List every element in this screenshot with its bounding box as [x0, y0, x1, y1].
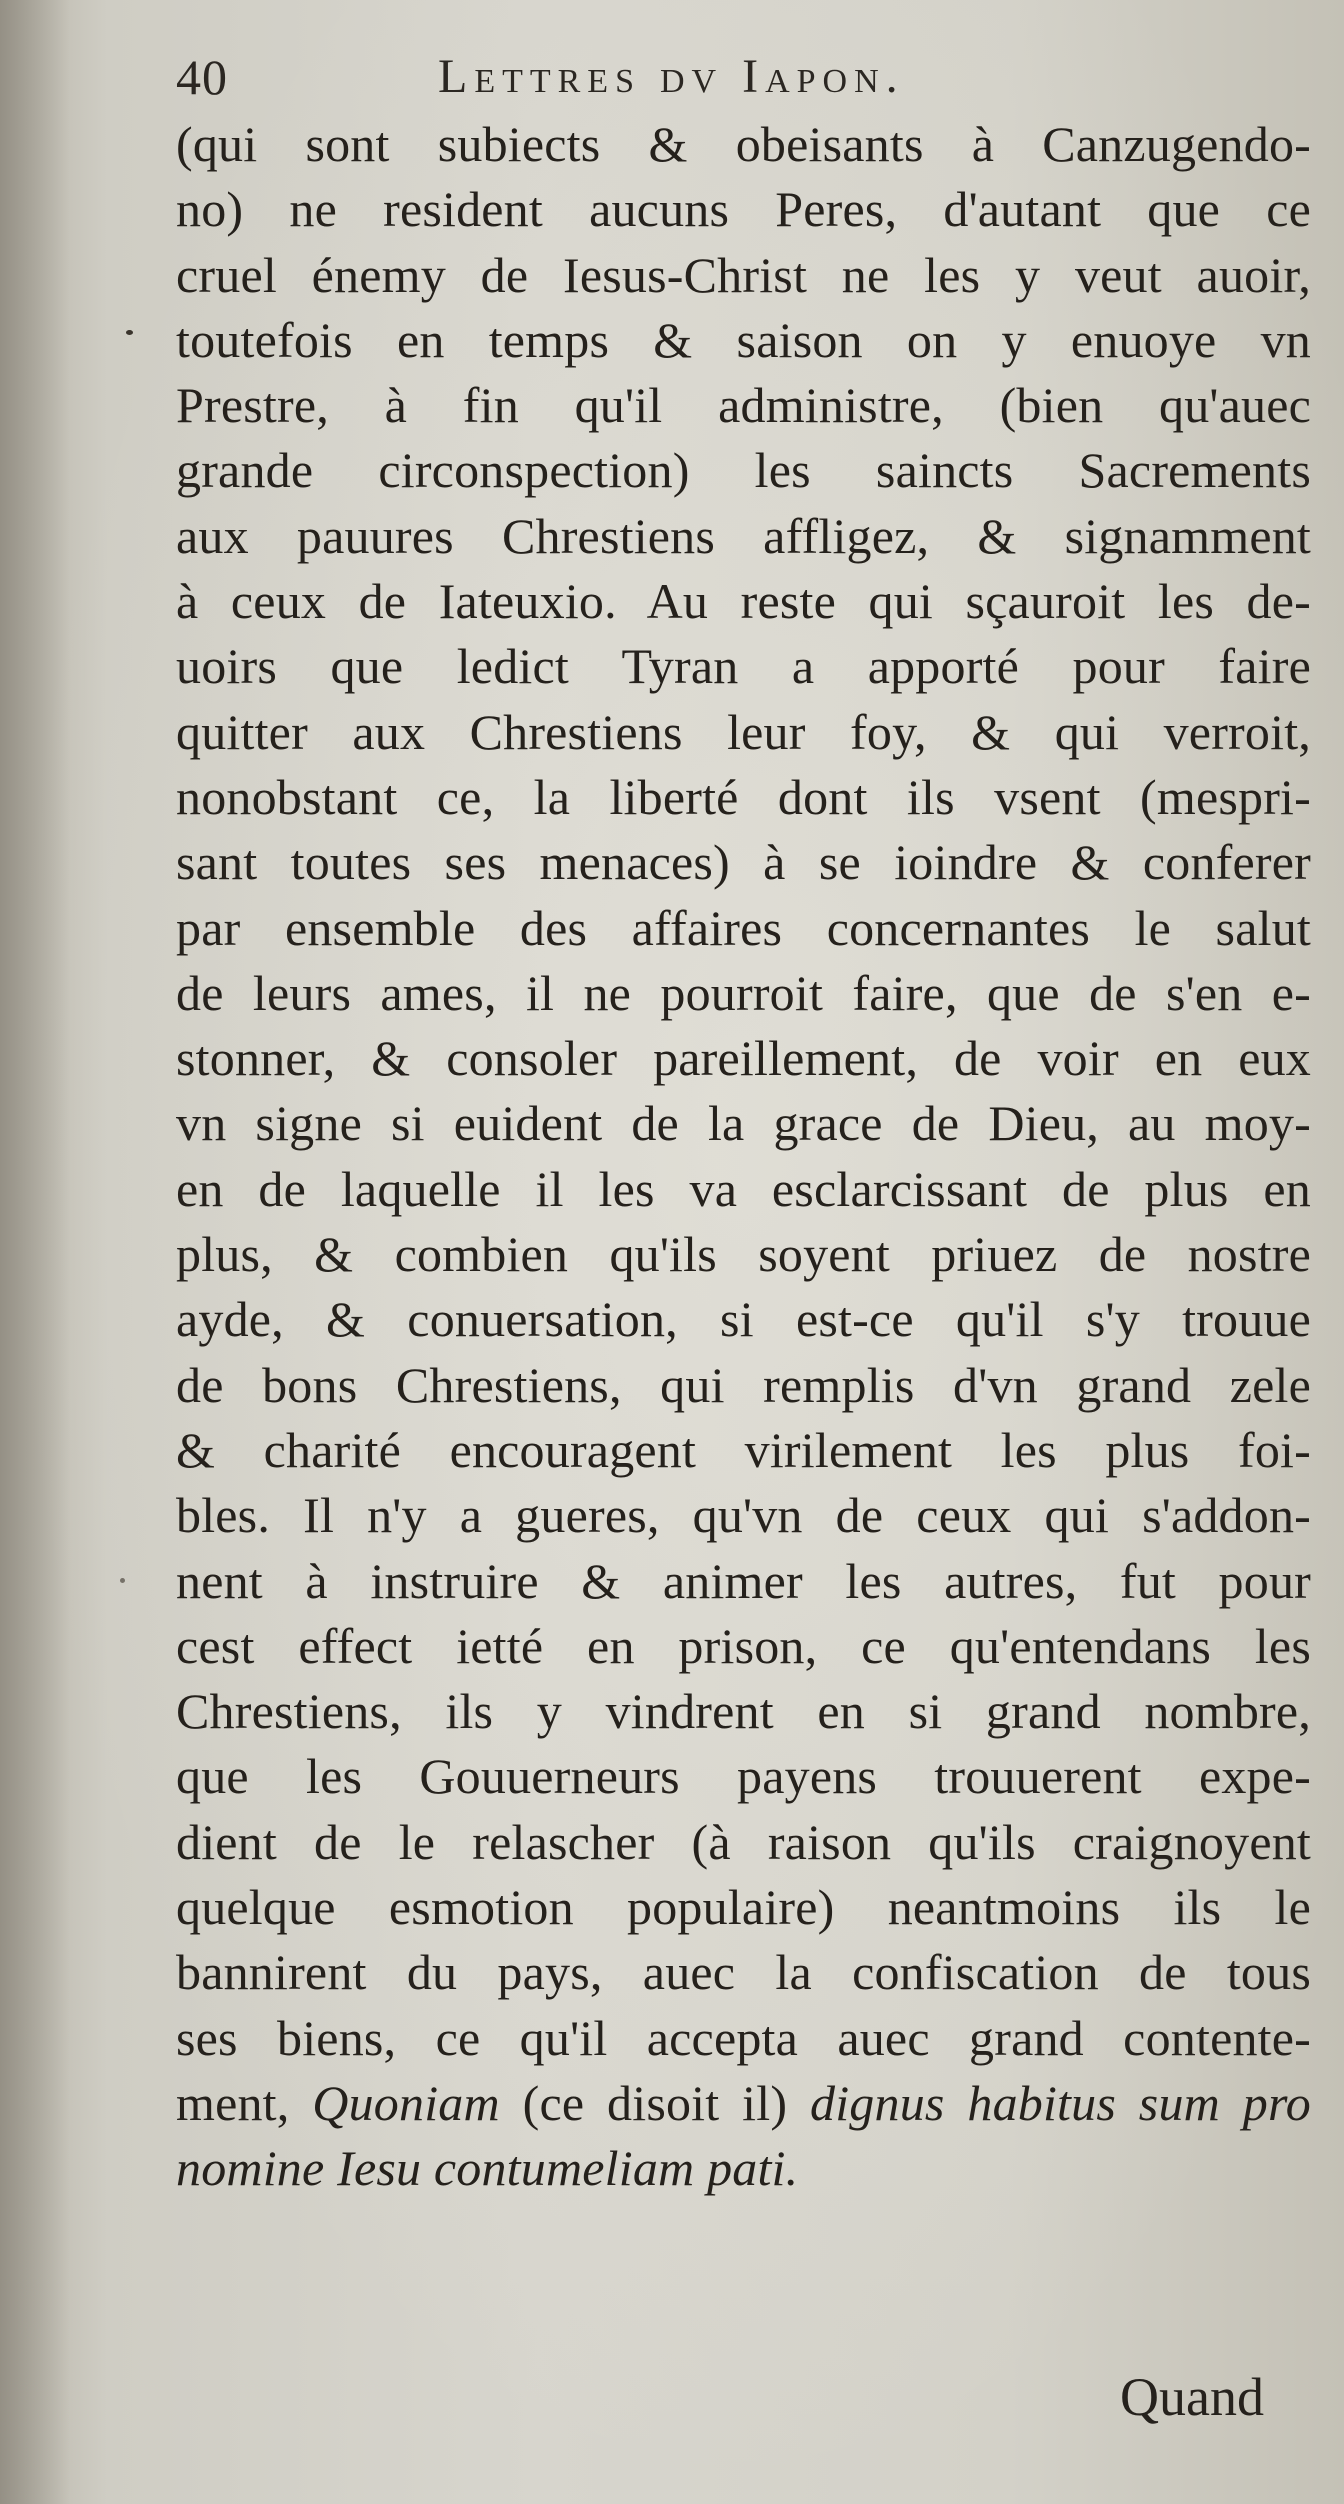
text-line: cruel énemy de Iesus-Christ ne les y veut auoir,: [176, 246, 1311, 303]
text-line: par ensemble des affaires concernantes le salut: [176, 899, 1311, 956]
text-line: vn signe si euident de la grace de Dieu, au moy-: [176, 1095, 1311, 1152]
text-line: quitter aux Chrestiens leur foy, & qui verroit,: [176, 703, 1311, 760]
text-line-mixed: [176, 2071, 1311, 2136]
text-line: grande circonspection) les saincts Sacrements: [176, 442, 1311, 499]
text-line: plus, & combien qu'ils soyent priuez de nostre: [176, 1226, 1311, 1283]
text-line: de leurs ames, il ne pourroit faire, que de s'en e-: [176, 964, 1311, 1021]
page-number: 40: [176, 49, 228, 105]
gutter-shadow: [0, 0, 70, 2504]
text-line: nent à instruire & animer les autres, fut pour: [176, 1552, 1311, 1609]
text-line: toutefois en temps & saison on y enuoye vn: [176, 311, 1311, 368]
page-header: [176, 42, 1176, 112]
running-title: Lettres dv Iapon.: [438, 50, 905, 103]
latin-quotation-end: dignus habitus sum pro: [810, 2074, 1311, 2131]
quotation-aside: (ce disoit il): [499, 2074, 811, 2131]
text-line: nonobstant ce, la liberté dont ils vsent (mespri-: [176, 768, 1311, 825]
catchword: Quand: [1120, 2367, 1264, 2427]
text-line: Chrestiens, ils y vindrent en si grand nombre,: [176, 1683, 1311, 1740]
text-line: no) ne resident aucuns Peres, d'autant que ce: [176, 181, 1311, 238]
text-line: sant toutes ses menaces) à se ioindre & conferer: [176, 834, 1311, 891]
text-line: uoirs que ledict Tyran a apporté pour faire: [176, 638, 1311, 695]
text-line: aux pauures Chrestiens affligez, & signamment: [176, 507, 1311, 564]
text-line: bles. Il n'y a gueres, qu'vn de ceux qui s'addon-: [176, 1487, 1311, 1544]
ink-speck: [126, 330, 133, 335]
latin-quotation-start: Quoniam: [312, 2074, 500, 2131]
text-line: (qui sont subiects & obeisants à Canzugendo-: [176, 116, 1311, 172]
latin-quotation-close: nomine Iesu contumeliam pati.: [176, 2140, 799, 2197]
text-line: bannirent du pays, auec la confiscation de tous: [176, 1944, 1311, 2001]
text-line: à ceux de Iateuxio. Au reste qui sçauroit les de-: [176, 573, 1311, 630]
ink-speck: [120, 1578, 125, 1583]
text-line: de bons Chrestiens, qui remplis d'vn grand zele: [176, 1356, 1311, 1413]
text-line: ses biens, ce qu'il accepta auec grand contente-: [176, 2009, 1311, 2066]
text-line: stonner, & consoler pareillement, de voir en eux: [176, 1030, 1311, 1087]
text-line: en de laquelle il les va esclarcissant de plus en: [176, 1160, 1311, 1217]
line-prefix: ment,: [176, 2074, 313, 2131]
text-line: ayde, & conuersation, si est-ce qu'il s'y trouue: [176, 1291, 1311, 1348]
text-line: & charité encouragent virilement les plus foi-: [176, 1421, 1311, 1478]
text-line: dient de le relascher (à raison qu'ils craignoyent: [176, 1813, 1311, 1870]
text-line: quelque esmotion populaire) neantmoins ils le: [176, 1879, 1311, 1936]
text-line: cest effect ietté en prison, ce qu'entendans les: [176, 1617, 1311, 1674]
body-text: [176, 112, 1311, 2202]
text-line: que les Gouuerneurs payens trouuerent expe-: [176, 1748, 1311, 1805]
text-line: Prestre, à fin qu'il administre, (bien qu'auec: [176, 377, 1311, 434]
